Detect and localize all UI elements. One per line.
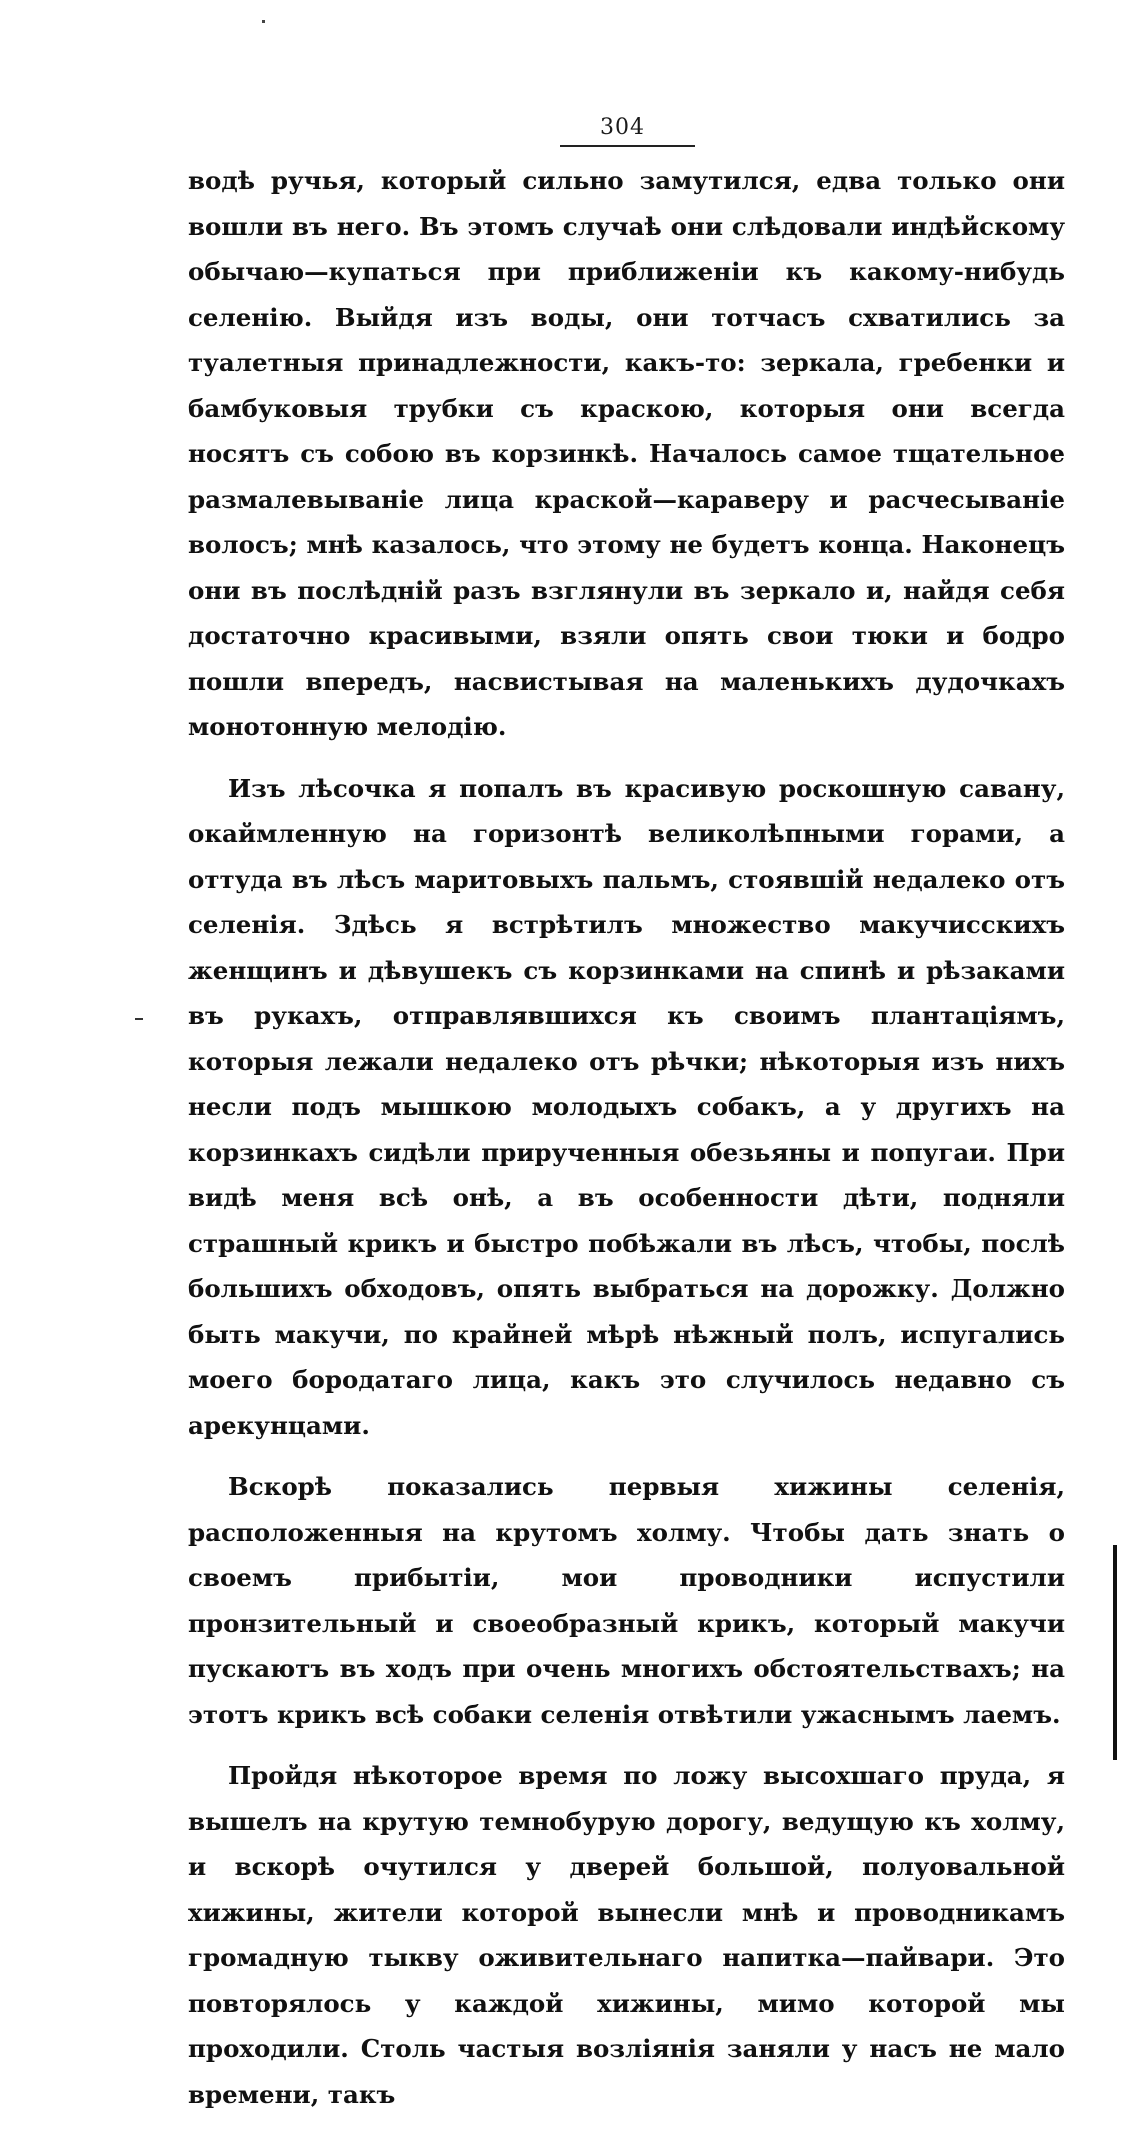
body-text (188, 158, 1065, 2133)
margin-bar (1113, 1545, 1117, 1760)
paragraph: Пройдя нѣкоторое время по ложу высохшаго пруда, я вышелъ на крутую темнобурую дорогу, ведущую къ холму, и вскорѣ очутился у дверей большой, полуовальной хижины, жители которой вынесли мнѣ и проводникамъ громадную тыкву оживительнаго напитка—пайвари. Это повторялось у каждой хижины, мимо которой мы проходили. Столь частыя возліянія заняли у насъ не мало времени, такъ (188, 1761, 1065, 2109)
margin-mark (135, 1018, 143, 1020)
header-rule (560, 145, 695, 147)
ink-speck (262, 20, 265, 23)
paragraph: Вскорѣ показались первыя хижины селенія, расположенныя на крутомъ холму. Чтобы дать знать о своемъ прибытіи, мои проводники испустили пронзительный и своеобразный крикъ, который макучи пускаютъ въ ходъ при очень многихъ обстоятельствахъ; на этотъ крикъ всѣ собаки селенія отвѣтили ужаснымъ лаемъ. (188, 1472, 1065, 1729)
page-number: 304 (600, 115, 645, 140)
paragraph: водѣ ручья, который сильно замутился, едва только они вошли въ него. Въ этомъ случаѣ они слѣдовали индѣйскому обычаю—купаться при приближеніи къ какому-нибудь селенію. Выйдя изъ воды, они тотчасъ схватились за туалетныя принадлежности, какъ-то: зеркала, гребенки и бамбуковыя трубки съ краскою, которыя они всегда носятъ съ собою въ корзинкѣ. Началось самое тщательное размалевываніе лица краской—караверу и расчесываніе волосъ; мнѣ казалось, что этому не будетъ конца. Наконецъ они въ послѣдній разъ взглянули въ зеркало и, найдя себя достаточно красивыми, взяли опять свои тюки и бодро пошли впередъ, насвистывая на маленькихъ дудочкахъ монотонную мелодію. (188, 166, 1065, 741)
paragraph: Изъ лѣсочка я попалъ въ красивую роскошную савану, окаймленную на горизонтѣ великолѣпными горами, а оттуда въ лѣсъ маритовыхъ пальмъ, стоявшій недалеко отъ селенія. Здѣсь я встрѣтилъ множество макучисскихъ женщинъ и дѣвушекъ съ корзинками на спинѣ и рѣзаками въ рукахъ, отправлявшихся къ своимъ плантаціямъ, которыя лежали недалеко отъ рѣчки; нѣкоторыя изъ нихъ несли подъ мышкою молодыхъ собакъ, а у другихъ на корзинкахъ сидѣли прирученныя обезьяны и попугаи. При видѣ меня всѣ онѣ, а въ особенности дѣти, подняли страшный крикъ и быстро побѣжали въ лѣсъ, чтобы, послѣ большихъ обходовъ, опять выбраться на дорожку. Должно быть макучи, по крайней мѣрѣ нѣжный полъ, испугались моего бородатаго лица, какъ это случилось недавно съ арекунцами. (188, 773, 1065, 1440)
